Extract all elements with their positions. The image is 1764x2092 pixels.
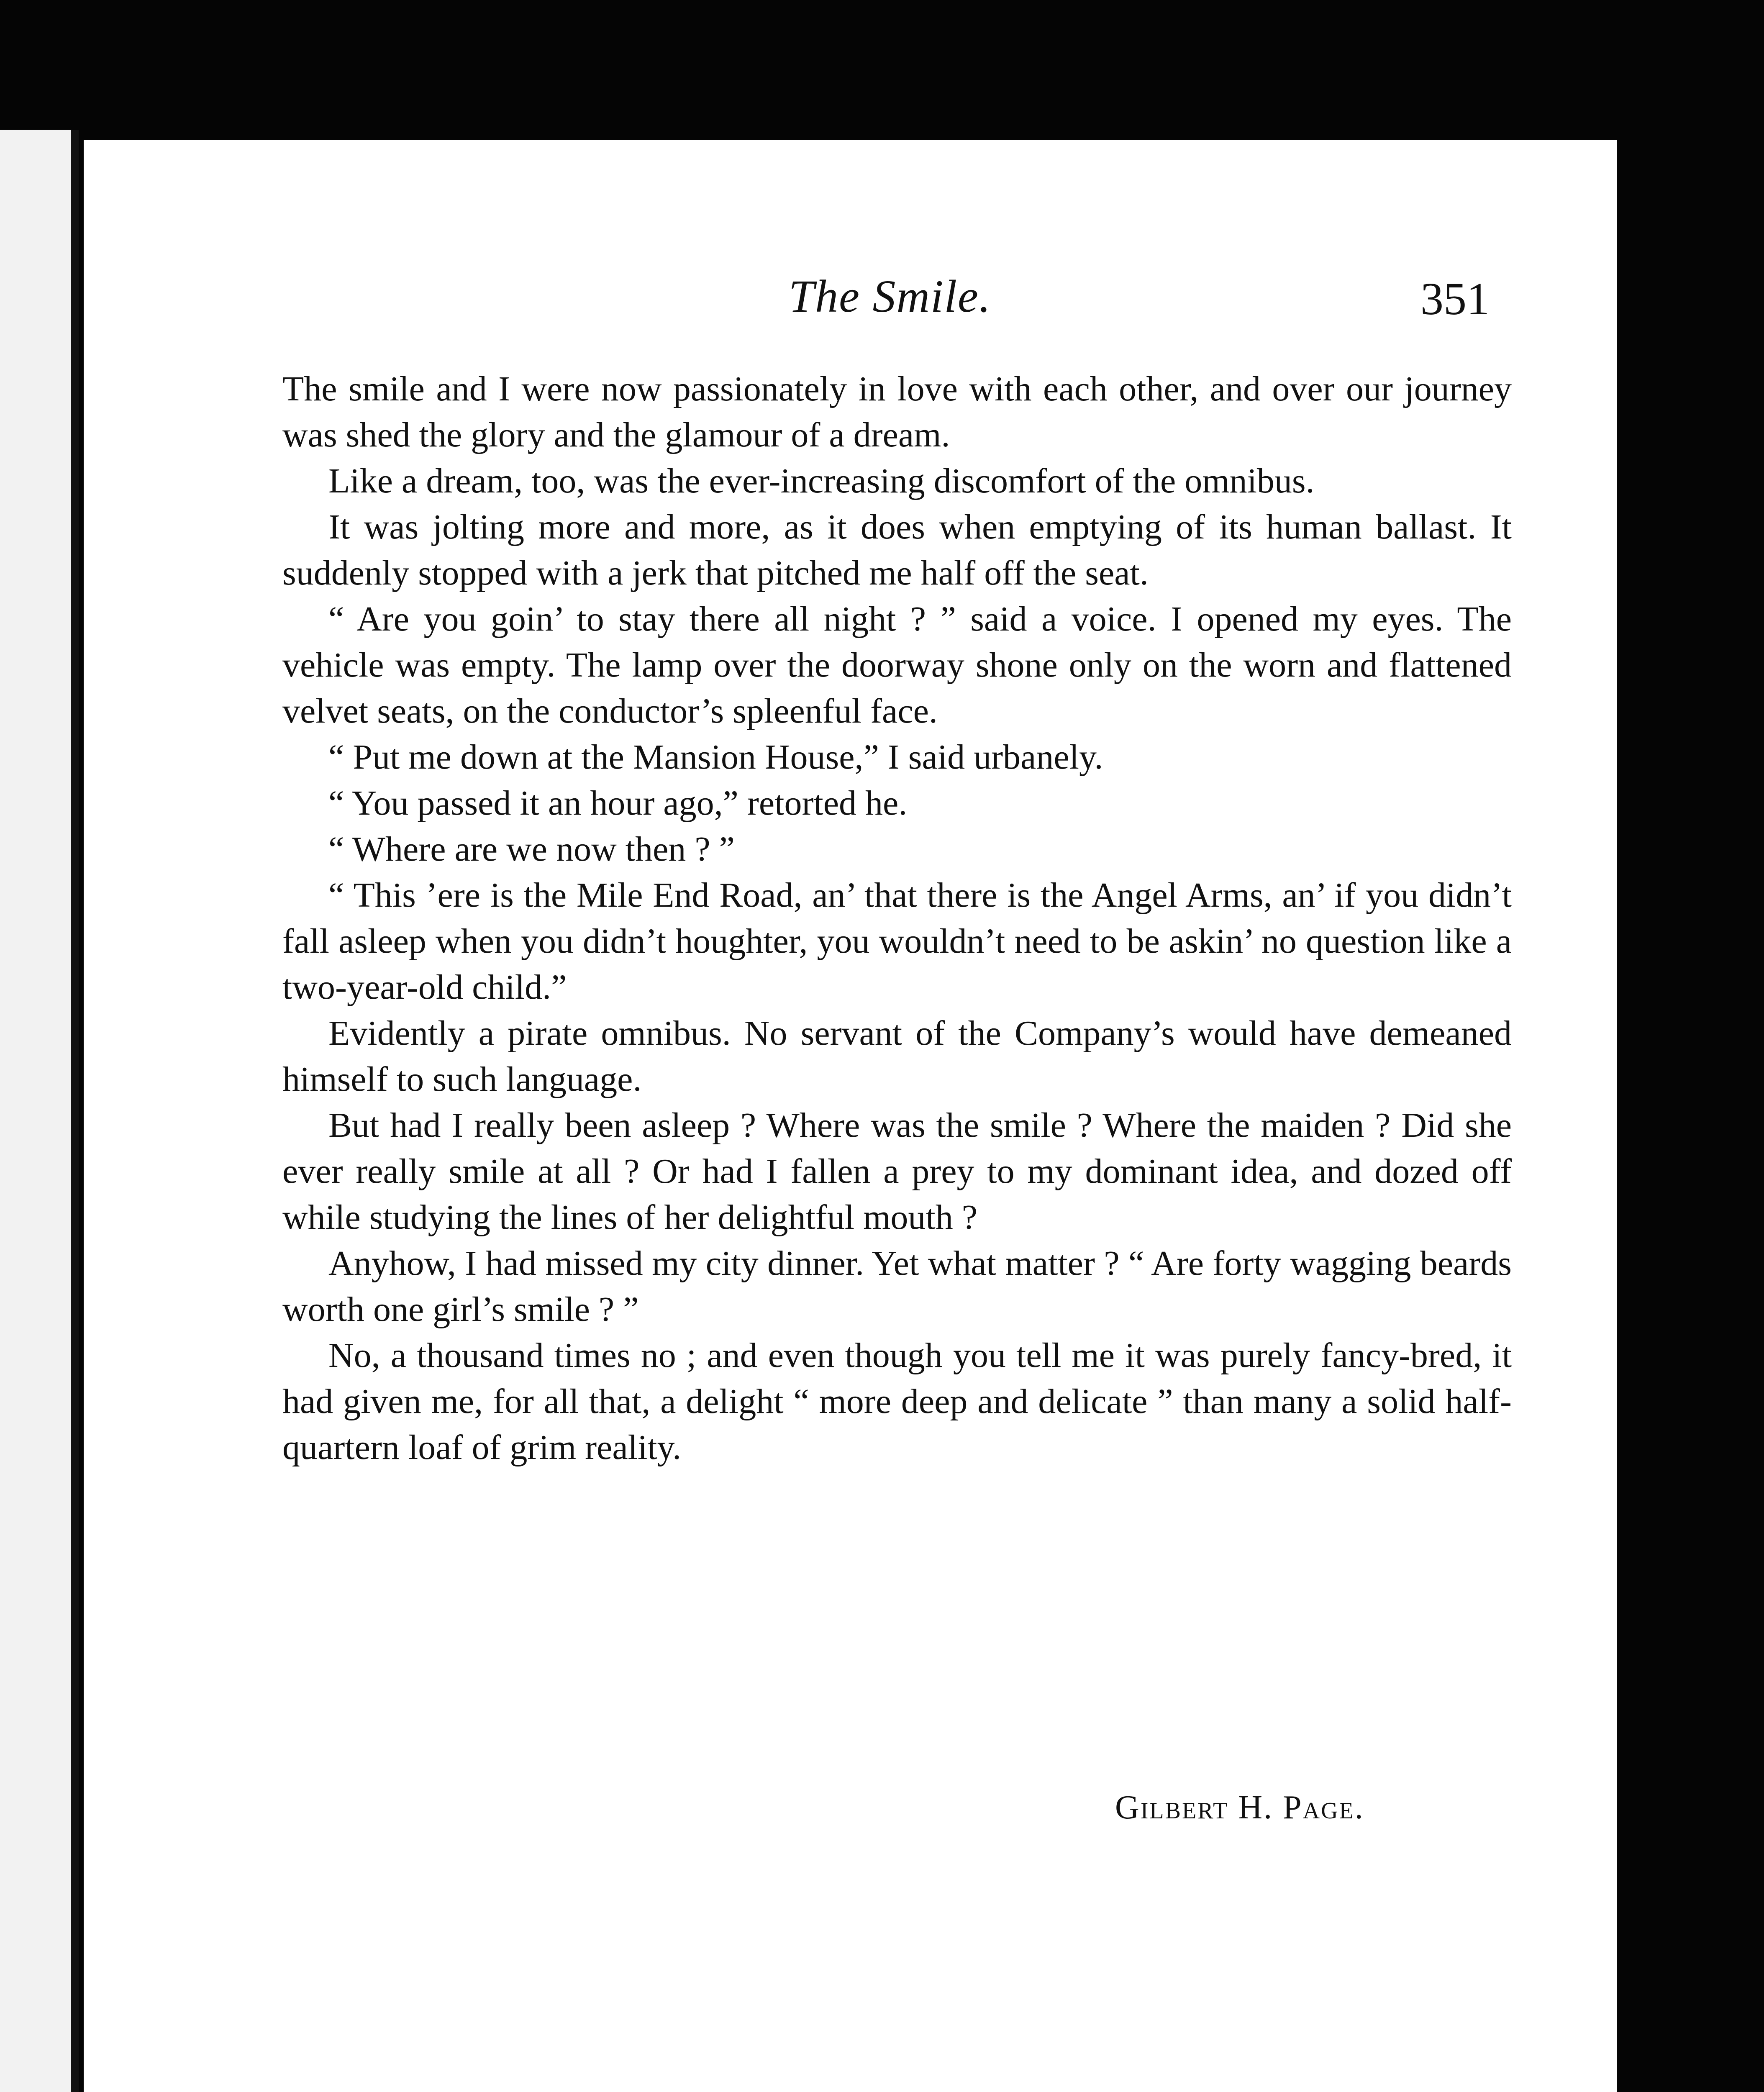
paragraph: Anyhow, I had missed my city dinner. Yet what matter ? “ Are forty wagging beards worth one girl’s smile ? ” — [282, 1244, 1512, 1329]
paragraph: Like a dream, too, was the ever-increasing discomfort of the omnibus. — [328, 461, 1315, 500]
paragraph: “ Put me down at the Mansion House,” I said urbanely. — [328, 738, 1103, 777]
paragraph: But had I really been asleep ? Where was the smile ? Where the maiden ? Did she ever really smile at all ? Or had I fallen a prey to my dominant idea, and dozed off while studying the lines of her delightful mouth ? — [282, 1106, 1512, 1237]
paragraph: The smile and I were now passionately in love with each other, and over our journey was shed the glory and the glamour of a dream. — [282, 369, 1512, 454]
paragraph: Evidently a pirate omnibus. No servant of the Company’s would have demeaned himself to such language. — [282, 1014, 1512, 1099]
paragraph: “ Where are we now then ? ” — [328, 830, 735, 869]
paragraph: “ Are you goin’ to stay there all night ? ” said a voice. I opened my eyes. The vehicle was empty. The lamp over the doorway shone only on the worn and flattened velvet seats, on the conductor’s spleenful face. — [282, 600, 1512, 731]
body-text — [282, 366, 1512, 1471]
page-number: 351 — [1420, 273, 1490, 324]
running-head — [84, 270, 1617, 345]
book-page — [84, 140, 1617, 2092]
running-title: The Smile. — [789, 271, 992, 322]
paragraph: It was jolting more and more, as it does when emptying of its human ballast. It suddenly stopped with a jerk that pitched me half off the seat. — [282, 508, 1512, 592]
paragraph: No, a thousand times no ; and even though you tell me it was purely fancy-bred, it had given me, for all that, a delight “ more deep and delicate ” than many a solid half-quartern loaf of grim reality. — [282, 1336, 1512, 1467]
paragraph: “ You passed it an hour ago,” retorted he. — [328, 784, 908, 823]
author-signature: Gilbert H. Page. — [1115, 1789, 1364, 1826]
paragraph: “ This ’ere is the Mile End Road, an’ that there is the Angel Arms, an’ if you didn’t fall asleep when you didn’t houghter, you wouldn’t need to be askin’ no question like a two-year-old child.” — [282, 876, 1512, 1007]
left-page-edge — [0, 130, 79, 2092]
